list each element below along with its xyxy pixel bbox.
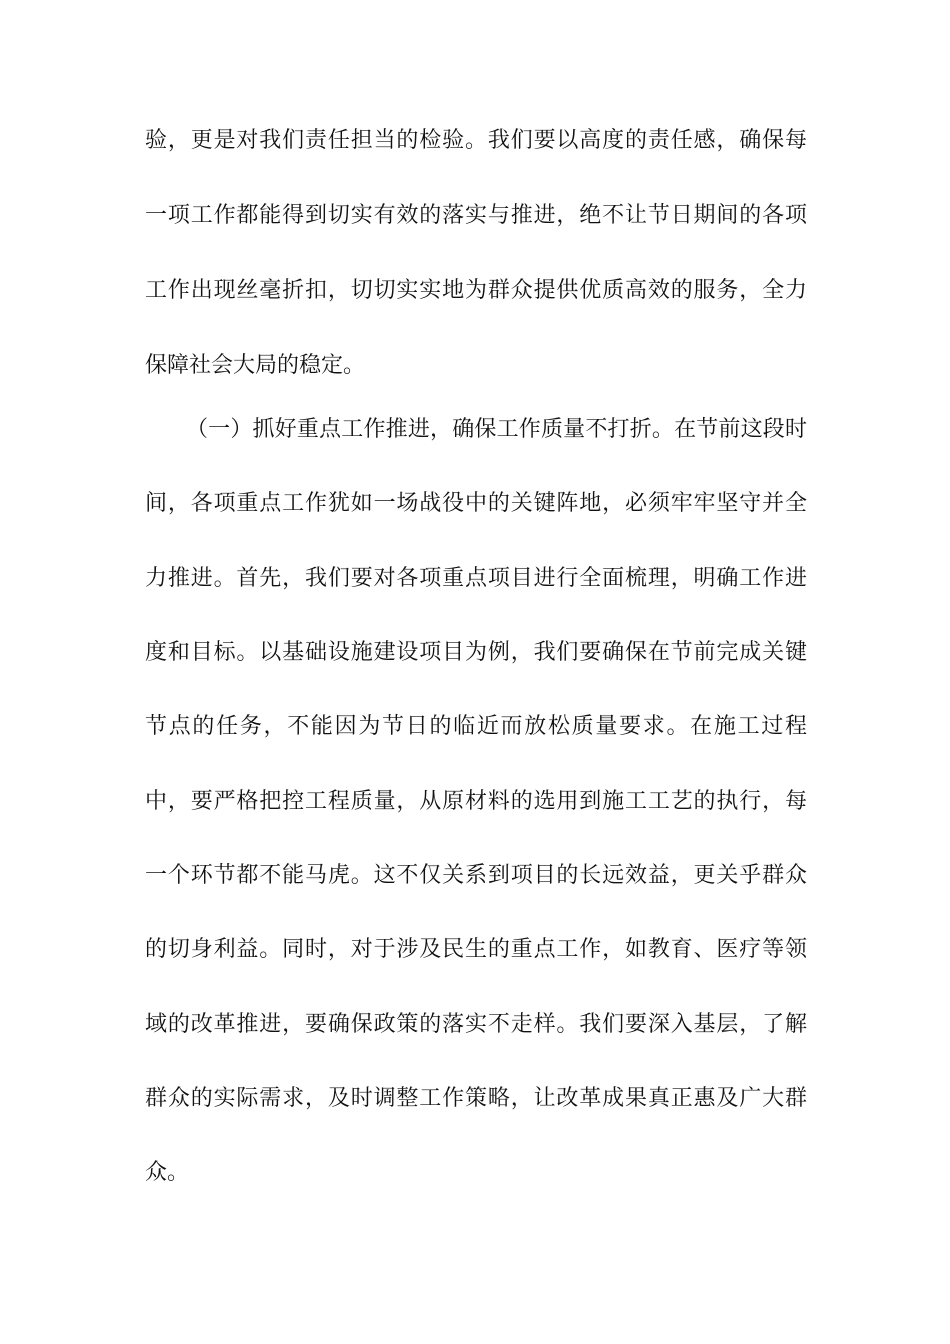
text-line: 工作出现丝毫折扣，切切实实地为群众提供优质高效的服务，全力 (145, 278, 807, 303)
text-line: 中，要严格把控工程质量，从原材料的选用到施工工艺的执行，每 (145, 789, 807, 814)
text-line: 保障社会大局的稳定。 (145, 353, 366, 378)
text-line: 一个环节都不能马虎。这不仅关系到项目的长远效益，更关乎群众 (145, 863, 807, 888)
text-line: 的切身利益。同时，对于涉及民生的重点工作，如教育、医疗等领 (145, 937, 807, 962)
text-line: 一项工作都能得到切实有效的落实与推进，绝不让节日期间的各项 (145, 203, 807, 228)
text-line: 众。 (145, 1160, 190, 1185)
text-line: 力推进。首先，我们要对各项重点项目进行全面梳理，明确工作进 (145, 566, 807, 591)
text-line: 群众的实际需求，及时调整工作策略，让改革成果真正惠及广大群 (145, 1086, 807, 1111)
text-line: 度和目标。以基础设施建设项目为例，我们要确保在节前完成关键 (145, 640, 807, 665)
text-line: 节点的任务，不能因为节日的临近而放松质量要求。在施工过程 (145, 714, 807, 739)
text-line: （一）抓好重点工作推进，确保工作质量不打折。在节前这段时 (186, 417, 807, 442)
text-line: 间，各项重点工作犹如一场战役中的关键阵地，必须牢牢坚守并全 (145, 491, 807, 516)
text-line: 域的改革推进，要确保政策的落实不走样。我们要深入基层，了解 (145, 1012, 807, 1037)
text-line: 验，更是对我们责任担当的检验。我们要以高度的责任感，确保每 (145, 128, 807, 153)
